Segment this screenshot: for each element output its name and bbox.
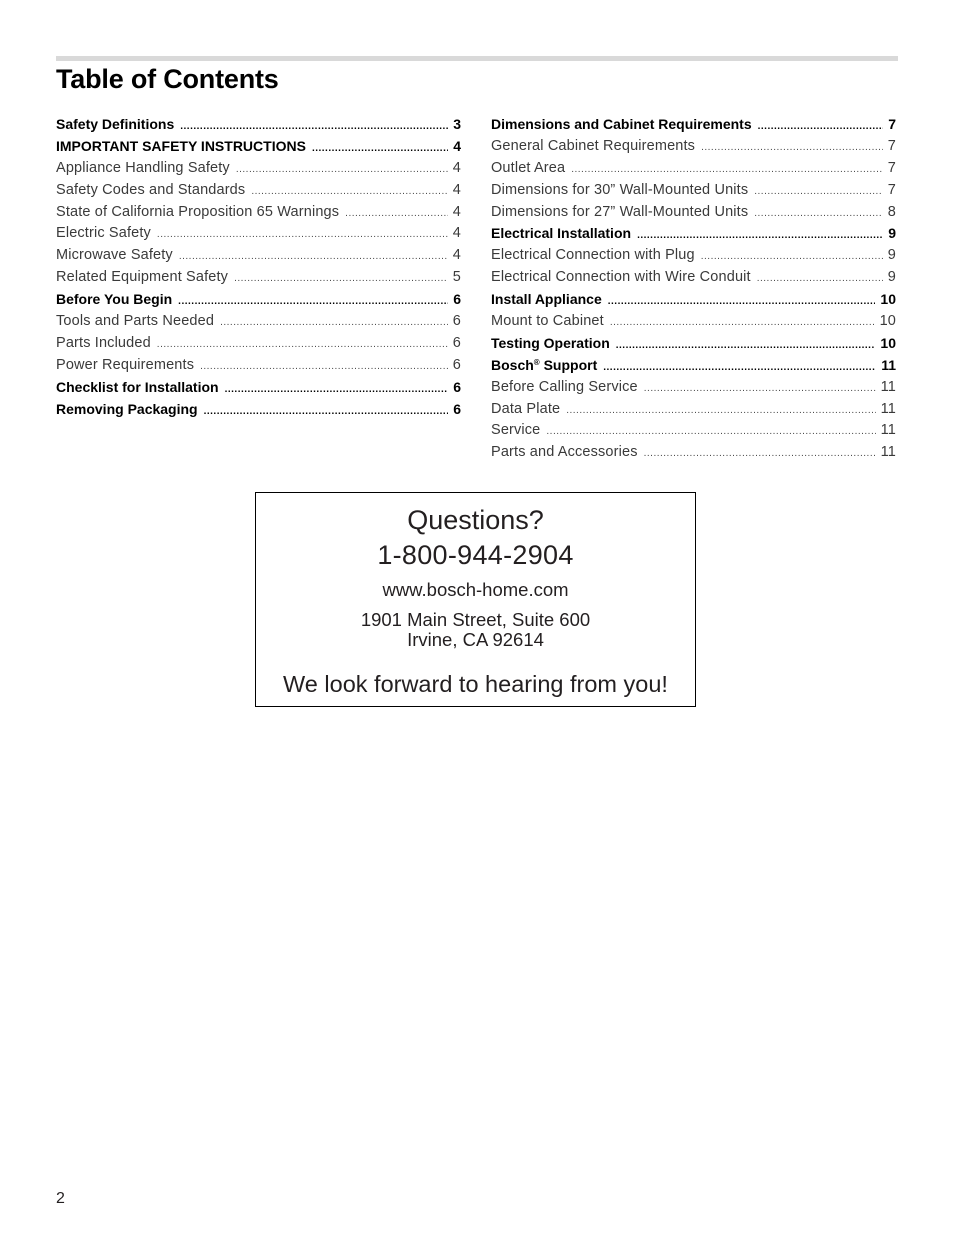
toc-entry-page: 9	[888, 225, 896, 242]
toc-entry-title: State of California Proposition 65 Warnings	[56, 203, 340, 220]
toc-entry-title: Dimensions for 30” Wall-Mounted Units	[491, 181, 749, 198]
toc-dot-leader	[701, 246, 883, 268]
toc-entry[interactable]	[491, 180, 896, 202]
toc-entry-title: Tools and Parts Needed	[56, 313, 215, 330]
toc-entry-title: Checklist for Installation	[56, 378, 219, 395]
toc-entry-title: Parts Included	[56, 334, 151, 351]
toc-dot-leader	[644, 443, 876, 465]
toc-entry[interactable]	[491, 355, 896, 377]
toc-entry[interactable]	[56, 399, 461, 421]
toc-dot-leader	[178, 291, 448, 313]
toc-entry-title: Electrical Installation	[491, 225, 632, 242]
toc-dot-leader	[616, 335, 876, 357]
toc-dot-leader	[644, 378, 876, 400]
contact-address	[256, 610, 695, 650]
toc-entry[interactable]	[56, 377, 461, 399]
toc-entry-title: Dimensions and Cabinet Requirements	[491, 116, 752, 132]
toc-entry-title: Microwave Safety	[56, 247, 173, 264]
toc-entry[interactable]	[491, 289, 896, 311]
toc-entry-title: Data Plate	[491, 400, 561, 417]
toc-entry-title: IMPORTANT SAFETY INSTRUCTIONS	[56, 137, 306, 154]
toc-entry-page: 6	[452, 313, 461, 330]
toc-dot-leader	[637, 225, 883, 247]
toc-dot-leader	[608, 291, 876, 313]
toc-entry-title: Removing Packaging	[56, 400, 198, 417]
toc-entry-page: 4	[453, 137, 461, 154]
toc-entry-page: 3	[453, 116, 461, 132]
toc-dot-leader	[234, 268, 448, 290]
toc-dot-leader	[236, 159, 448, 181]
toc-entry-page: 10	[880, 291, 896, 308]
toc-entry[interactable]	[56, 267, 461, 289]
toc-entry[interactable]	[56, 202, 461, 224]
toc-entry-page: 4	[452, 225, 461, 242]
toc-dot-leader	[157, 224, 448, 246]
toc-entry-title: General Cabinet Requirements	[491, 137, 696, 154]
toc-entry[interactable]	[491, 223, 896, 245]
address-line-2: Irvine, CA 92614	[407, 629, 544, 650]
toc-entry-title: Mount to Cabinet	[491, 313, 604, 330]
page-title: Table of Contents	[56, 64, 279, 94]
toc-dot-leader	[701, 137, 883, 159]
toc-entry[interactable]	[56, 311, 461, 333]
toc-dot-leader	[157, 334, 448, 356]
address-line-1: 1901 Main Street, Suite 600	[360, 609, 591, 630]
toc-entry-page: 9	[887, 269, 896, 286]
toc-entry-page: 11	[880, 400, 896, 417]
toc-entry-page: 10	[880, 334, 896, 351]
toc-entry[interactable]	[491, 420, 896, 442]
toc-right-column	[491, 114, 896, 464]
toc-dot-leader	[251, 181, 447, 203]
toc-entry-title: Electrical Connection with Plug	[491, 247, 695, 264]
page-number: 2	[56, 1190, 65, 1207]
toc-entry-title: Before Calling Service	[491, 378, 638, 395]
contact-website[interactable]: www.bosch-home.com	[382, 579, 569, 600]
toc-dot-leader	[179, 246, 448, 268]
toc-entry-title: Before You Begin	[56, 291, 173, 308]
toc-left-column	[56, 114, 461, 420]
toc-entry-page: 11	[880, 444, 896, 461]
toc-entry-title: Related Equipment Safety	[56, 269, 229, 286]
toc-entry-title: Testing Operation	[491, 334, 610, 351]
toc-dot-leader	[757, 268, 883, 290]
toc-dot-leader	[610, 312, 875, 334]
toc-dot-leader	[571, 159, 883, 181]
toc-entry[interactable]	[56, 245, 461, 267]
toc-entry[interactable]	[491, 136, 896, 158]
toc-entry-page: 10	[879, 313, 896, 330]
toc-entry[interactable]	[491, 245, 896, 267]
toc-entry[interactable]	[56, 333, 461, 355]
toc-entry-page: 4	[452, 203, 461, 220]
toc-entry-title: Install Appliance	[491, 291, 602, 308]
toc-entry[interactable]	[491, 333, 896, 355]
toc-dot-leader	[225, 379, 449, 401]
toc-entry-page: 6	[453, 291, 461, 308]
contact-question: Questions?	[407, 505, 544, 535]
toc-dot-leader	[204, 401, 449, 423]
toc-entry-title: Dimensions for 27” Wall-Mounted Units	[491, 203, 749, 220]
toc-entry-page: 6	[453, 378, 461, 395]
toc-entry-page: 11	[880, 422, 896, 439]
toc-entry-page: 9	[887, 247, 896, 264]
toc-dot-leader	[754, 181, 883, 203]
toc-entry-page: 11	[880, 378, 896, 395]
toc-entry[interactable]	[56, 223, 461, 245]
toc-dot-leader	[546, 421, 875, 443]
toc-entry-title: Appliance Handling Safety	[56, 159, 230, 176]
toc-entry-page: 4	[452, 247, 461, 264]
toc-entry-page: 4	[452, 159, 461, 176]
toc-dot-leader	[566, 400, 875, 422]
toc-dot-leader	[180, 116, 448, 138]
toc-entry-title: Power Requirements	[56, 356, 195, 373]
toc-dot-leader	[200, 356, 448, 378]
toc-entry[interactable]	[56, 158, 461, 180]
toc-entry-title: Electrical Connection with Wire Conduit	[491, 269, 751, 286]
toc-entry-title: Electric Safety	[56, 225, 151, 242]
toc-entry[interactable]	[491, 202, 896, 224]
contact-closing: We look forward to hearing from you!	[283, 671, 668, 697]
toc-entry-page: 5	[452, 269, 461, 286]
toc-entry[interactable]	[491, 114, 896, 136]
toc-entry-page: 7	[887, 137, 896, 154]
toc-dot-leader	[758, 116, 884, 138]
contact-phone[interactable]: 1-800-944-2904	[377, 540, 574, 570]
contact-box	[255, 492, 696, 707]
toc-entry-page: 7	[887, 159, 896, 176]
toc-dot-leader	[603, 357, 876, 379]
toc-entry-title: Parts and Accessories	[491, 444, 638, 461]
toc-dot-leader	[345, 203, 448, 225]
toc-entry-page: 7	[888, 116, 896, 132]
toc-dot-leader	[312, 138, 448, 160]
toc-entry-page: 6	[453, 400, 461, 417]
toc-entry-title: Bosch® Support	[491, 356, 598, 373]
toc-entry[interactable]	[491, 399, 896, 421]
toc-entry-page: 4	[452, 181, 461, 198]
toc-entry-title: Outlet Area	[491, 159, 566, 176]
toc-entry[interactable]	[491, 377, 896, 399]
toc-entry-page: 7	[887, 181, 896, 198]
toc-entry[interactable]	[491, 311, 896, 333]
toc-entry[interactable]	[56, 114, 461, 136]
toc-entry[interactable]	[491, 442, 896, 464]
toc-entry[interactable]	[56, 289, 461, 311]
toc-entry[interactable]	[491, 158, 896, 180]
toc-entry-page: 8	[887, 203, 896, 220]
toc-entry-page: 6	[452, 356, 461, 373]
toc-entry-title: Safety Definitions	[56, 116, 175, 132]
toc-entry[interactable]	[56, 180, 461, 202]
toc-entry[interactable]	[56, 136, 461, 158]
toc-entry-title: Safety Codes and Standards	[56, 181, 246, 198]
top-rule	[56, 56, 898, 61]
toc-entry-page: 11	[881, 356, 896, 373]
toc-dot-leader	[754, 203, 883, 225]
toc-dot-leader	[220, 312, 448, 334]
toc-entry[interactable]	[491, 267, 896, 289]
toc-entry[interactable]	[56, 355, 461, 377]
toc-entry-page: 6	[452, 334, 461, 351]
toc-entry-title: Service	[491, 422, 541, 439]
